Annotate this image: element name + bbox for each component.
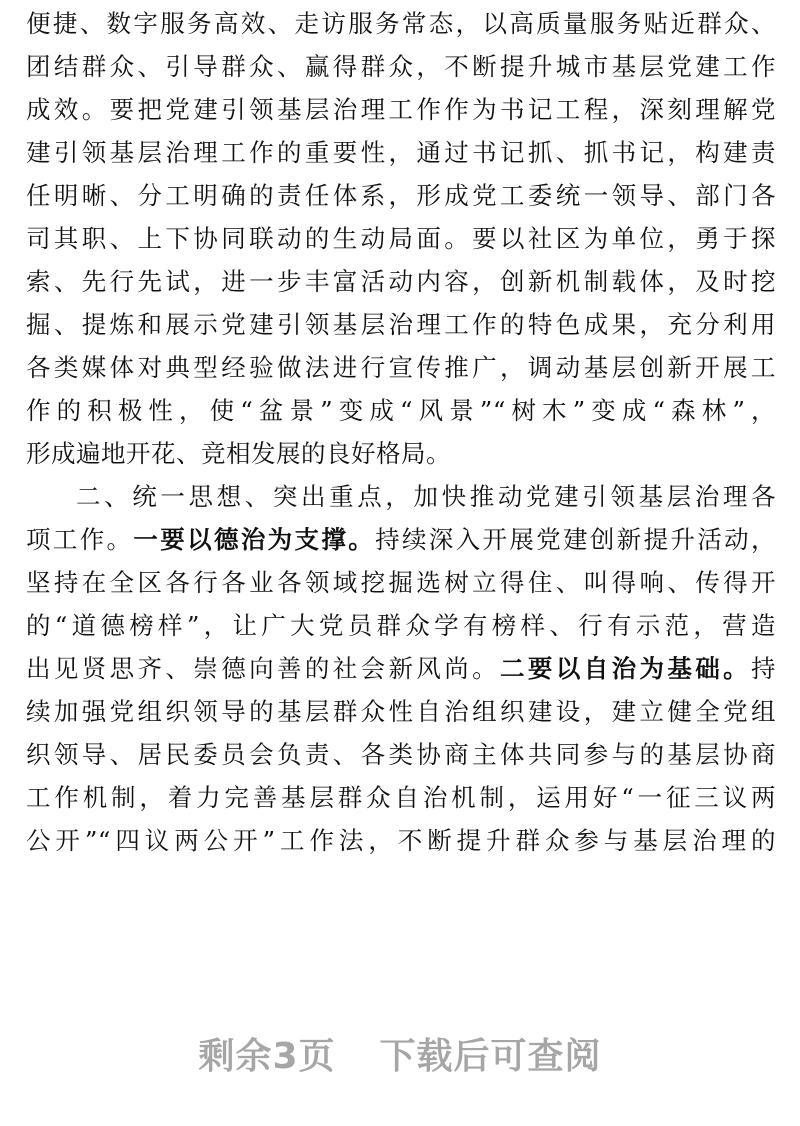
bold-point-1: 一要以德治为支撑。 [133, 525, 376, 554]
paragraph-line: 成效。要把党建引领基层治理工作作为书记工程，深刻理解党 [26, 95, 776, 124]
paragraph-line: 坚持在全区各行各业各领域挖掘选树立得住、叫得响、传得开 [26, 568, 776, 597]
text-run: 持续深入开展党建创新提升活动， [375, 525, 777, 554]
paragraph-line: 工作机制，着力完善基层群众自治机制，运用好“一征三议两 [26, 783, 776, 812]
text-run: 项工作。 [26, 525, 134, 554]
paragraph-line: 任明晰、分工明确的责任体系，形成党工委统一领导、部门各 [26, 181, 776, 210]
remaining-pages-label: 剩余3页 [198, 1036, 336, 1077]
download-notice[interactable] [0, 1028, 800, 1079]
paragraph-line: 形成遍地开花、竞相发展的良好格局。 [26, 439, 451, 468]
section-heading-line: 二、统一思想、突出重点，加快推动党建引领基层治理各 [76, 482, 776, 511]
bold-point-2: 二要以自治为基础。 [500, 654, 752, 683]
download-to-view-label: 下载后可查阅 [379, 1036, 602, 1077]
paragraph-line: 的“道德榜样”，让广大党员群众学有榜样、行有示范，营造 [26, 611, 776, 640]
paragraph-line: 续加强党组织领导的基层群众性自治组织建设，建立健全党组 [26, 697, 776, 726]
paragraph-line: 作的积极性，使“盆景”变成“风景”“树木”变成“森林”， [26, 396, 776, 425]
paragraph-line-mixed [26, 520, 776, 560]
paragraph-line: 建引领基层治理工作的重要性，通过书记抓、抓书记，构建责 [26, 138, 776, 167]
paragraph-line: 团结群众、引导群众、赢得群众，不断提升城市基层党建工作 [26, 52, 776, 81]
paragraph-line: 各类媒体对典型经验做法进行宣传推广，调动基层创新开展工 [26, 353, 776, 382]
paragraph-line-mixed [26, 649, 776, 689]
paragraph-line: 索、先行先试，进一步丰富活动内容，创新机制载体，及时挖 [26, 267, 776, 296]
paragraph-line: 公开”“四议两公开”工作法，不断提升群众参与基层治理的 [26, 826, 776, 855]
paragraph-line: 司其职、上下协同联动的生动局面。要以社区为单位，勇于探 [26, 224, 776, 253]
paragraph-line: 便捷、数字服务高效、走访服务常态，以高质量服务贴近群众、 [26, 9, 776, 38]
text-run: 持 [751, 654, 777, 683]
paragraph-line: 织领导、居民委员会负责、各类协商主体共同参与的基层协商 [26, 740, 776, 769]
text-run: 出见贤思齐、崇德向善的社会新风尚。 [26, 654, 501, 683]
paragraph-line: 掘、提炼和展示党建引领基层治理工作的特色成果，充分利用 [26, 310, 776, 339]
